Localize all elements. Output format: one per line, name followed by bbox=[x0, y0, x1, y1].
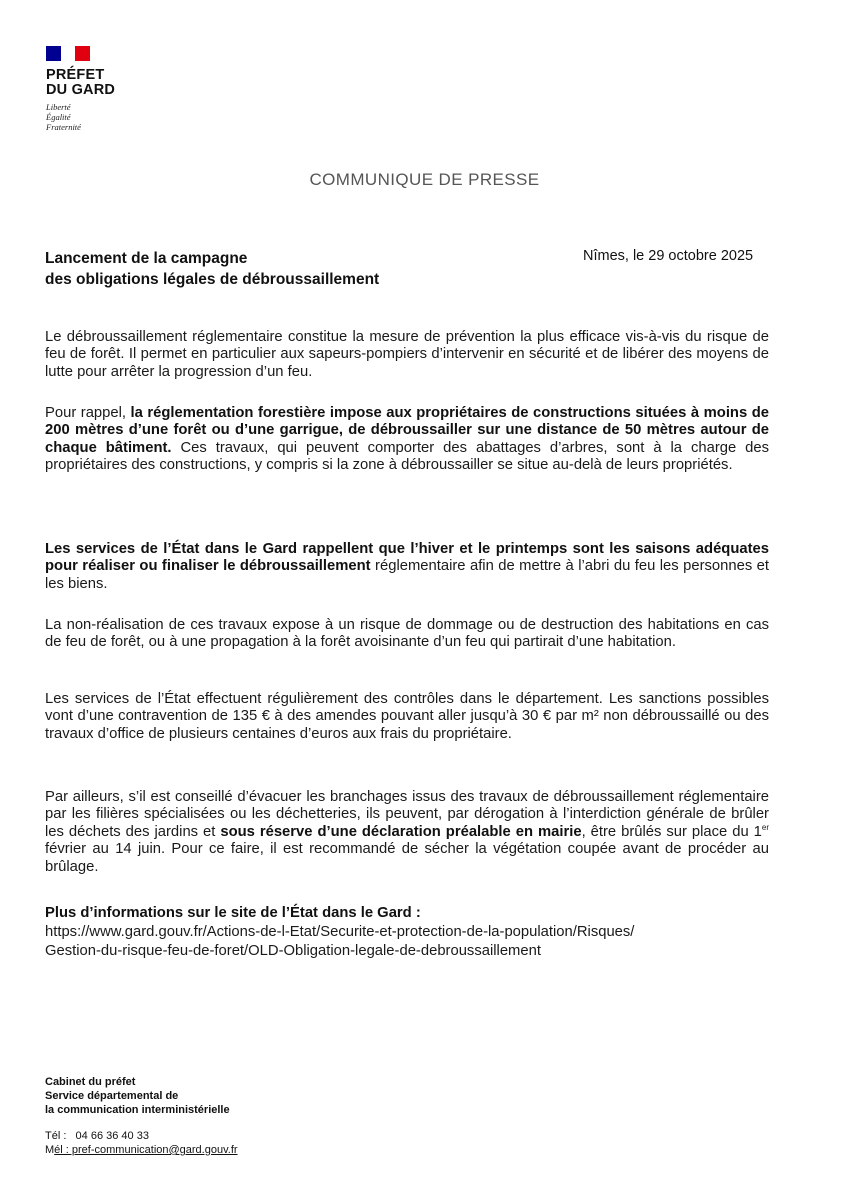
title-line1: Lancement de la campagne bbox=[45, 250, 248, 267]
footer-contact bbox=[45, 1075, 238, 1157]
footer-email-link[interactable]: él : pref-communication@gard.gouv.fr bbox=[54, 1144, 238, 1156]
motto-liberte: Liberté bbox=[46, 102, 71, 112]
footer-line1: Cabinet du préfet bbox=[45, 1076, 136, 1088]
p6-emphasis: sous réserve d’une déclaration préalable en mairie bbox=[220, 823, 582, 840]
title-line2: des obligations légales de débroussaillement bbox=[45, 271, 380, 288]
prefet-line2: DU GARD bbox=[46, 82, 116, 98]
paragraph-4: La non-réalisation de ces travaux expose à un risque de dommage ou de destruction des habitations en cas de feu de forêt, ou à une propagation à la forêt avoisinante d’un feu qui partirait d’une habitation. bbox=[45, 617, 769, 651]
footer-email-prefix: M bbox=[45, 1144, 55, 1156]
more-info-url-line1[interactable]: https://www.gard.gouv.fr/Actions-de-l-Etat/Securite-et-protection-de-la-population/Risques/ bbox=[45, 924, 635, 940]
paragraph-6 bbox=[45, 789, 769, 876]
footer-line3: la communication interministérielle bbox=[45, 1104, 230, 1116]
motto-fraternite: Fraternité bbox=[46, 122, 81, 132]
more-info-url[interactable] bbox=[45, 923, 634, 961]
paragraph-5: Les services de l’État effectuent régulièrement des contrôles dans le département. Les sanctions possibles vont d’une contravention de 135 € à des amendes pouvant aller jusqu’à 30 € par m² non débroussaillé ou des travaux d’office de plusieurs centaines d’euros aux frais du propriétaire. bbox=[45, 691, 769, 742]
marianne-flag-icon bbox=[46, 46, 90, 61]
republic-motto bbox=[46, 102, 115, 132]
document-kicker: COMMUNIQUE DE PRESSE bbox=[309, 170, 540, 189]
press-release-title bbox=[45, 248, 379, 290]
more-info-url-line2[interactable]: Gestion-du-risque-feu-de-foret/OLD-Obligation-legale-de-debroussaillement bbox=[45, 943, 541, 959]
p2-emphasis: la réglementation forestière impose aux propriétaires de constructions situées à moins de 200 mètres d’une forêt ou d’une garrigue, de débroussailler sur une distance de 50 mètres autour de chaque bâtiment. bbox=[45, 405, 769, 456]
footer-contact-details bbox=[45, 1129, 238, 1157]
paragraph-2 bbox=[45, 405, 769, 475]
more-info-title: Plus d’informations sur le site de l’État dans le Gard : bbox=[45, 905, 421, 921]
motto-egalite: Égalité bbox=[46, 112, 71, 122]
footer-email-line bbox=[45, 1143, 238, 1157]
p2-rest: Ces travaux, qui peuvent comporter des abattages d’arbres, sont à la charge des propriétaires des constructions, y compris si la zone à débroussailler se situe au-delà de leurs propriétés. bbox=[45, 439, 770, 474]
p6-part-c: février au 14 juin. Pour ce faire, il est recommandé de sécher la végétation coupée avant de procéder au brûlage. bbox=[45, 841, 769, 875]
p2-intro: Pour rappel, bbox=[45, 405, 131, 421]
paragraph-3 bbox=[45, 541, 769, 593]
p6-part-b: , être brûlés sur place du 1 bbox=[581, 823, 762, 840]
footer-line2: Service départemental de bbox=[45, 1090, 179, 1102]
p3-rest: réglementaire afin de mettre à l’abri du feu les personnes et les biens. bbox=[45, 558, 769, 592]
paragraph-1: Le débroussaillement réglementaire constitue la mesure de prévention la plus efficace vis-à-vis du risque de feu de forêt. Il permet en particulier aux sapeurs-pompiers d’intervenir en sécurité et de libérer des moyens de lutte pour arrêter la progression d’un feu. bbox=[45, 329, 769, 380]
p3-emphasis: Les services de l’État dans le Gard rappellent que l’hiver et le printemps sont les saisons adéquates pour réaliser ou finaliser le débroussaillement bbox=[45, 541, 769, 575]
footer-service bbox=[45, 1075, 238, 1117]
prefet-line1: PRÉFET bbox=[46, 67, 105, 83]
p6-superscript: er bbox=[761, 822, 769, 832]
p6-part-a: Par ailleurs, s’il est conseillé d’évacuer les branchages issus des travaux de débroussaillement réglementaire par les filières spécialisées ou les déchetteries, ils peuvent, par dérogation à l’interdiction générale de brûler les déchets des jardins et bbox=[45, 789, 769, 840]
prefet-name bbox=[46, 68, 115, 98]
prefet-logo bbox=[46, 46, 115, 132]
footer-phone: Tél : 04 66 36 40 33 bbox=[45, 1130, 149, 1142]
release-date: Nîmes, le 29 octobre 2025 bbox=[583, 248, 754, 264]
more-info bbox=[45, 904, 634, 961]
